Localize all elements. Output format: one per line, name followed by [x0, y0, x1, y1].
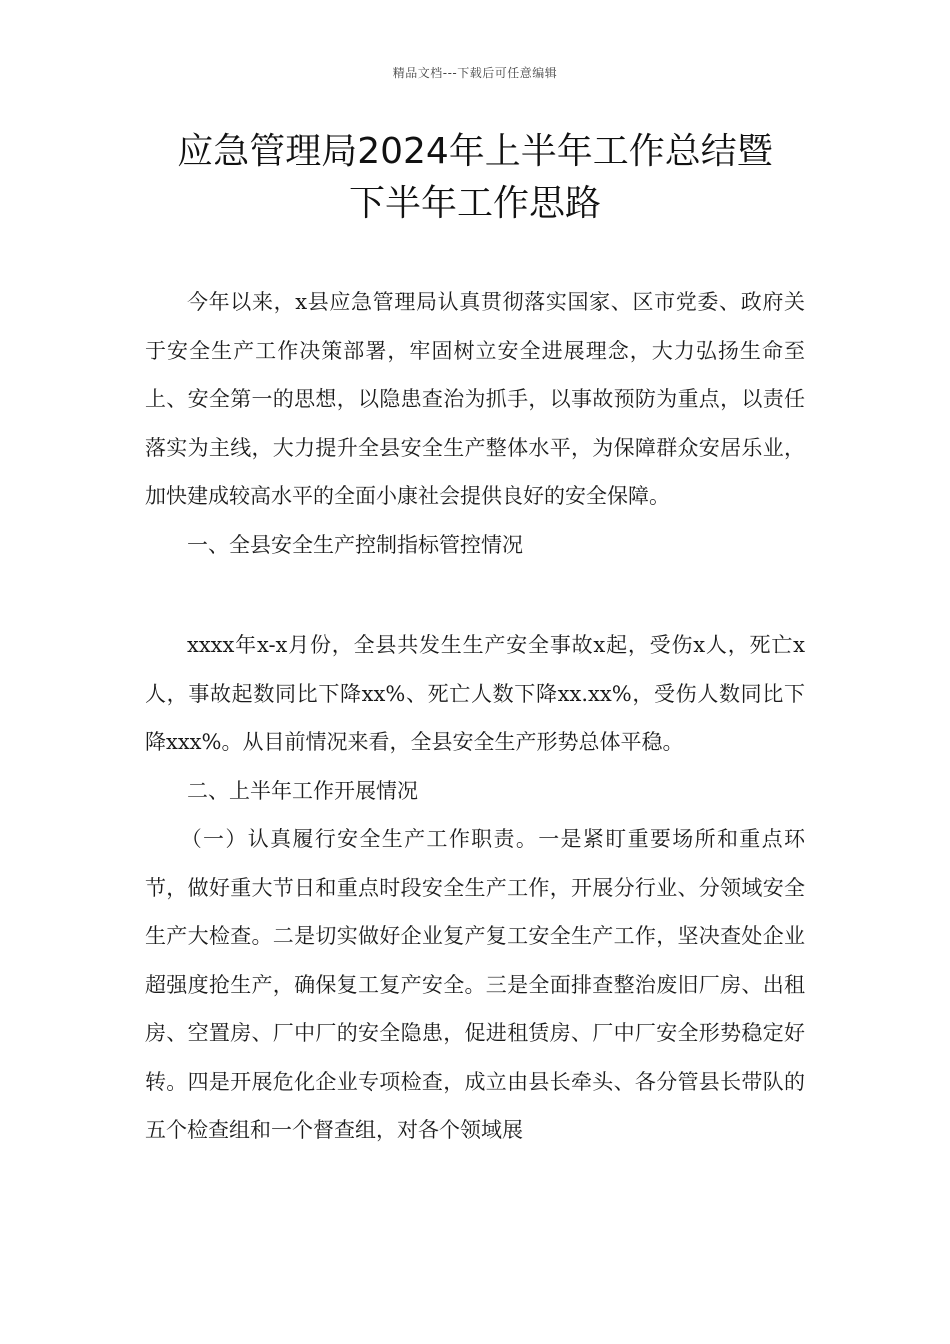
- document-title: [120, 126, 830, 230]
- subsection-paragraph-1: （一）认真履行安全生产工作职责。一是紧盯重要场所和重点环节，做好重大节日和重点时段安全生产工作，开展分行业、分领域安全生产大检查。二是切实做好企业复产复工安全生产工作，坚决查处企业超强度抢生产，确保复工复产安全。三是全面排查整治废旧厂房、出租房、空置房、厂中厂的安全隐患，促进租赁房、厂中厂安全形势稳定好转。四是开展危化企业专项检查，成立由县长牵头、各分管县长带队的五个检查组和一个督查组，对各个领域展: [145, 827, 805, 1142]
- statistics-paragraph: xxxx年x-x月份，全县共发生生产安全事故x起，受伤x人，死亡x人，事故起数同比下降xx%、死亡人数下降xx.xx%，受伤人数同比下降xxx%。从目前情况来看，全县安全生产形势总体平稳。: [145, 633, 805, 754]
- intro-paragraph: 今年以来，x县应急管理局认真贯彻落实国家、区市党委、政府关于安全生产工作决策部署，牢固树立安全进展理念，大力弘扬生命至上、安全第一的思想，以隐患查治为抓手，以事故预防为重点，以责任落实为主线，大力提升全县安全生产整体水平，为保障群众安居乐业，加快建成较高水平的全面小康社会提供良好的安全保障。: [145, 290, 805, 508]
- document-body: [145, 278, 805, 1155]
- title-line-1: 应急管理局2024年上半年工作总结暨: [177, 131, 773, 172]
- title-line-2: 下半年工作思路: [348, 183, 601, 224]
- page-header: 精品文档---下载后可任意编辑: [392, 66, 558, 80]
- section-heading-1: 一、全县安全生产控制指标管控情况: [187, 532, 523, 557]
- section-heading-2: 二、上半年工作开展情况: [187, 778, 418, 803]
